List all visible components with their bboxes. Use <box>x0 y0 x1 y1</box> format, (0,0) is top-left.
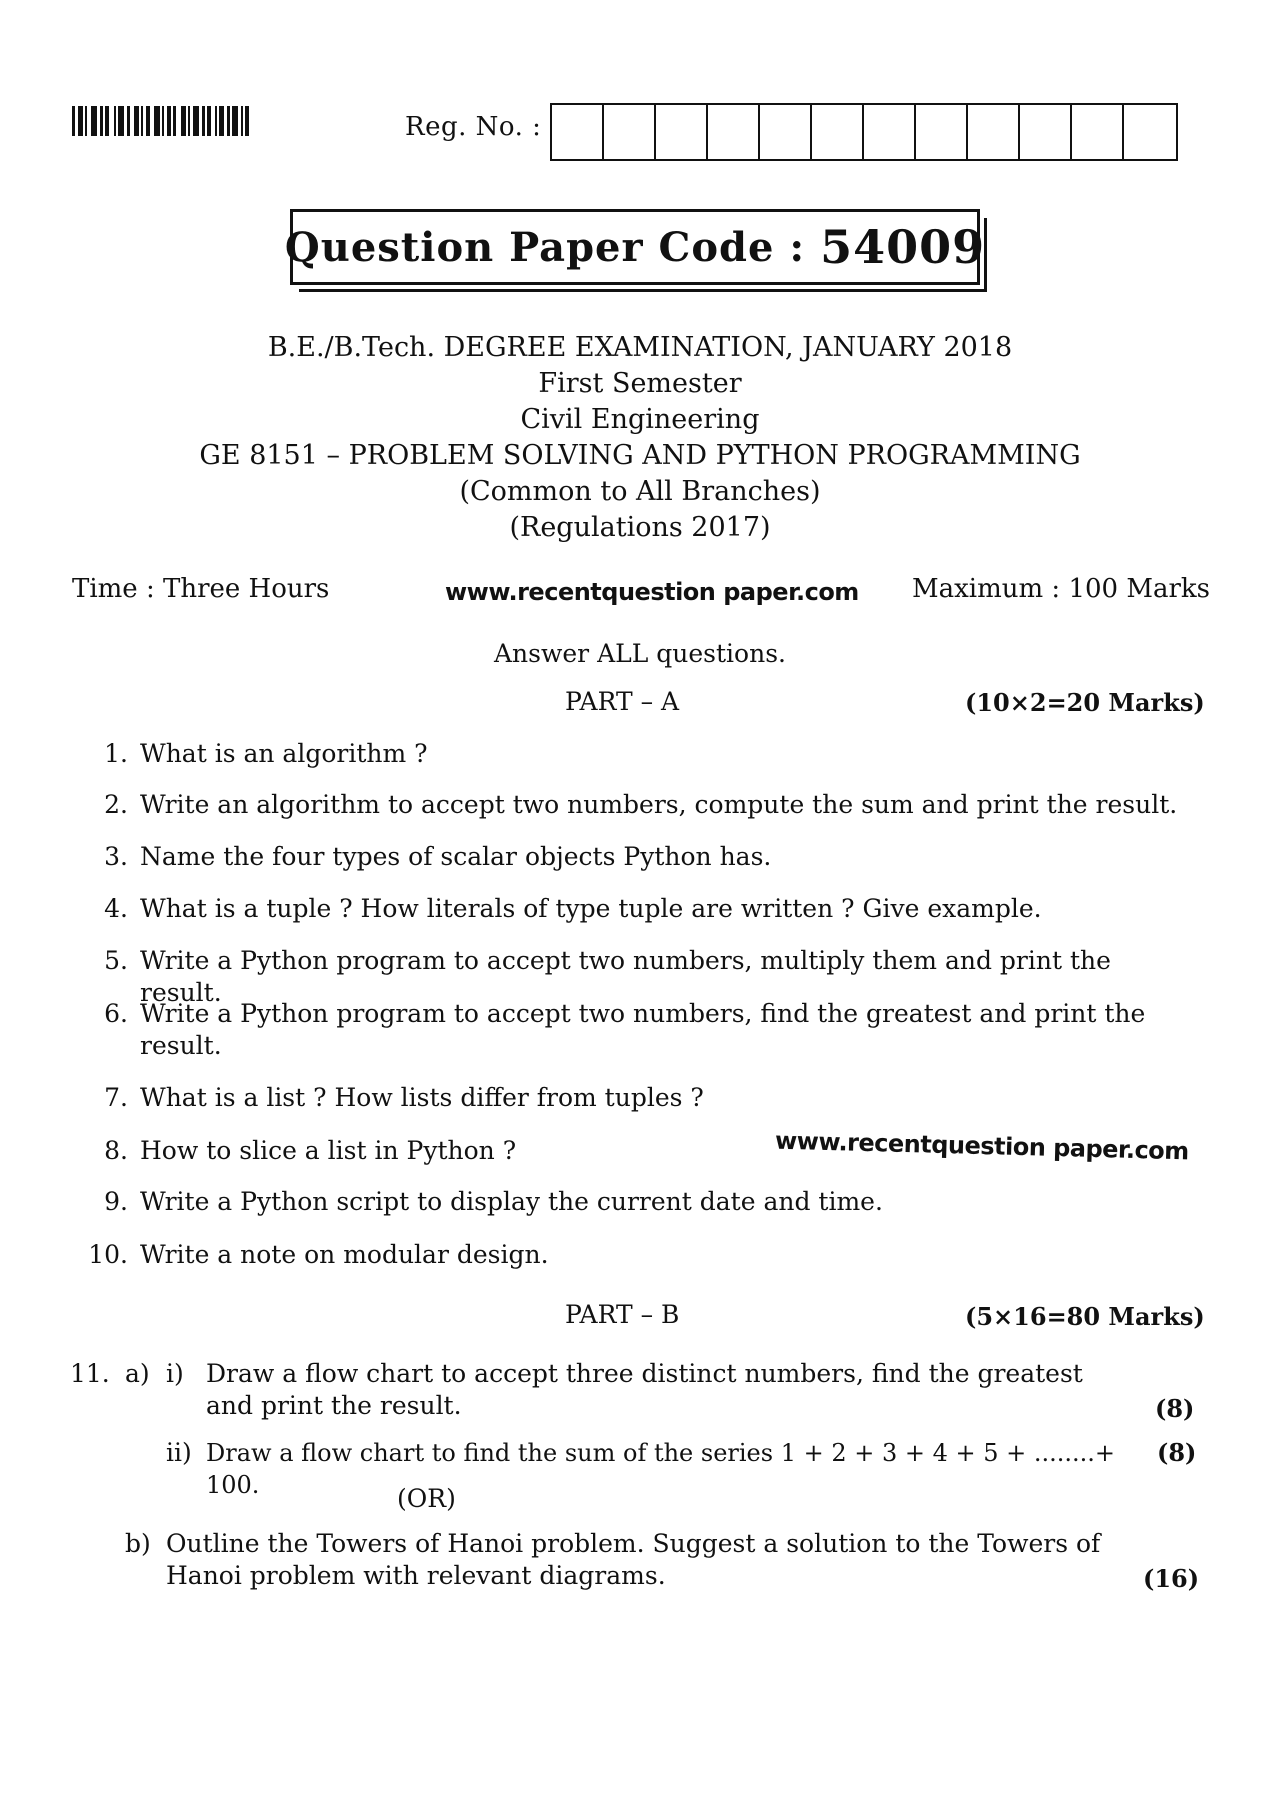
question-number: 3. <box>104 842 128 871</box>
question-paper-code-box <box>284 209 986 285</box>
question-text: Write a note on modular design. <box>140 1240 549 1269</box>
watermark-url-2: www.recentquestion paper.com <box>774 1126 1190 1166</box>
question-number: 2. <box>104 790 128 819</box>
course-title: GE 8151 – PROBLEM SOLVING AND PYTHON PROGRAMMING <box>199 440 1081 471</box>
question-text: How to slice a list in Python ? <box>140 1136 517 1165</box>
semester: First Semester <box>538 368 742 399</box>
reg-no-box[interactable] <box>812 105 864 159</box>
exam-title: B.E./B.Tech. DEGREE EXAMINATION, JANUARY 2018 <box>267 332 1013 363</box>
question-number: 10. <box>88 1240 128 1269</box>
question-text: What is a list ? How lists differ from tuples ? <box>140 1083 704 1112</box>
question-11b-marks: (16) <box>1143 1564 1200 1593</box>
reg-no-boxes[interactable] <box>550 103 1178 161</box>
part-a-heading: PART – A <box>565 687 680 716</box>
watermark-url: www.recentquestion paper.com <box>445 578 859 606</box>
reg-no-box[interactable] <box>760 105 812 159</box>
reg-no-box[interactable] <box>604 105 656 159</box>
question-text: What is an algorithm ? <box>140 739 428 768</box>
question-11-number: 11. <box>70 1359 110 1388</box>
reg-no-label: Reg. No. : <box>405 112 542 142</box>
reg-no-box[interactable] <box>656 105 708 159</box>
question-11a-i-text: Draw a flow chart to accept three distinct numbers, find the greatest and print the result. <box>206 1359 1083 1420</box>
department: Civil Engineering <box>520 404 760 435</box>
question-1 <box>70 738 1200 770</box>
reg-no-box[interactable] <box>708 105 760 159</box>
question-number: 5. <box>104 946 128 975</box>
question-number: 1. <box>104 739 128 768</box>
question-paper-code-number: 54009 <box>820 220 986 274</box>
maximum-marks: Maximum : 100 Marks <box>912 574 1210 604</box>
question-7 <box>70 1082 1200 1114</box>
question-text: Write a Python program to accept two numbers, find the greatest and print the result. <box>140 999 1146 1060</box>
reg-no-box[interactable] <box>1020 105 1072 159</box>
question-4 <box>70 893 1200 925</box>
or-separator: (OR) <box>397 1484 456 1513</box>
reg-no-box[interactable] <box>1072 105 1124 159</box>
question-text: Name the four types of scalar objects Python has. <box>140 842 772 871</box>
question-number: 9. <box>104 1187 128 1216</box>
reg-no-box[interactable] <box>916 105 968 159</box>
question-11a-i-label: i) <box>166 1359 184 1388</box>
question-11a-i-marks: (8) <box>1155 1394 1195 1423</box>
instructions: Answer ALL questions. <box>494 639 786 668</box>
question-number: 4. <box>104 894 128 923</box>
question-text: Write an algorithm to accept two numbers, compute the sum and print the result. <box>140 790 1178 819</box>
question-text: What is a tuple ? How literals of type tuple are written ? Give example. <box>140 894 1042 923</box>
time-allowed: Time : Three Hours <box>72 574 330 604</box>
part-b-heading: PART – B <box>565 1300 680 1329</box>
reg-no-box[interactable] <box>552 105 604 159</box>
barcode <box>72 106 257 136</box>
question-11b-label: b) <box>125 1529 151 1558</box>
regulations: (Regulations 2017) <box>509 512 771 543</box>
question-text: Write a Python program to accept two numbers, multiply them and print the result. <box>140 946 1111 1007</box>
question-10 <box>70 1239 1200 1271</box>
part-b-marks: (5×16=80 Marks) <box>965 1302 1205 1331</box>
question-3 <box>70 841 1200 873</box>
question-2 <box>70 789 1200 821</box>
question-11b-text: Outline the Towers of Hanoi problem. Suggest a solution to the Towers of Hanoi problem with relevant diagrams. <box>166 1529 1101 1590</box>
reg-no-box[interactable] <box>1124 105 1176 159</box>
question-11a-label: a) <box>125 1359 150 1388</box>
question-text: Write a Python script to display the current date and time. <box>140 1187 883 1216</box>
common-branches: (Common to All Branches) <box>459 476 821 507</box>
question-number: 8. <box>104 1136 128 1165</box>
question-number: 7. <box>104 1083 128 1112</box>
question-paper-code-label: Question Paper Code : <box>284 223 821 271</box>
part-a-marks: (10×2=20 Marks) <box>965 688 1205 717</box>
reg-no-box[interactable] <box>864 105 916 159</box>
question-11a-ii-text: Draw a flow chart to find the sum of the series 1 + 2 + 3 + 4 + 5 + ........+ 100. <box>206 1439 1116 1499</box>
question-11a-ii-marks: (8) <box>1157 1438 1197 1467</box>
reg-no-box[interactable] <box>968 105 1020 159</box>
question-6 <box>70 998 1200 1062</box>
question-9 <box>70 1186 1200 1218</box>
question-11a-ii-label: ii) <box>166 1438 192 1467</box>
question-number: 6. <box>104 999 128 1028</box>
